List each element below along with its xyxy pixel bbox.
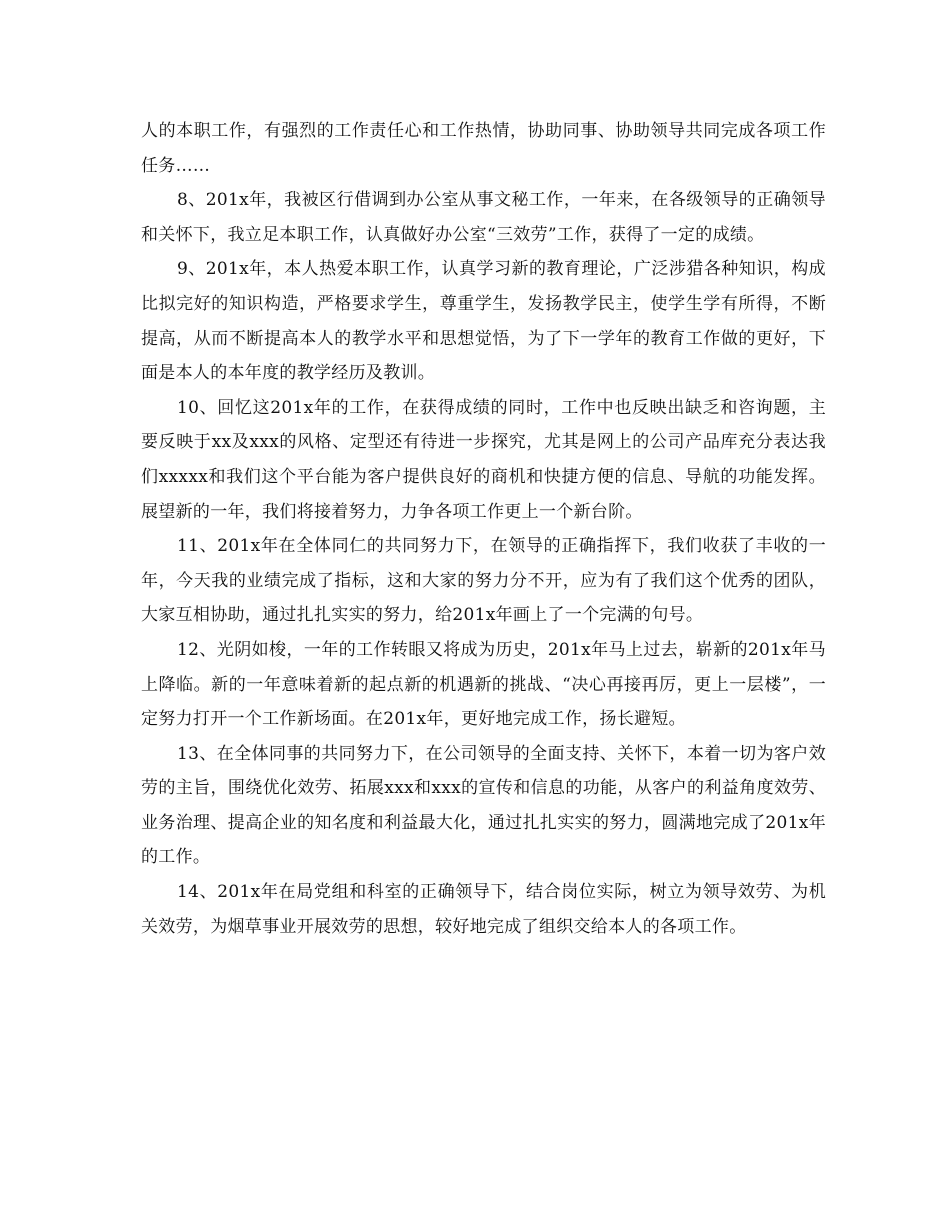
paragraph-item-10: 10、回忆这201x年的工作，在获得成绩的同时，工作中也反映出缺乏和咨询题，主要反映于xx及xxx的风格、定型还有待进一步探究，尤其是网上的公司产品库充分表达我们xxxxx和我们这个平台能为客户提供良好的商机和快捷方便的信息、导航的功能发挥。展望新的一年，我们将接着努力，力争各项工作更上一个新台阶。 — [141, 397, 826, 522]
paragraph-item-8: 8、201x年，我被区行借调到办公室从事文秘工作，一年来，在各级领导的正确领导和关怀下，我立足本职工作，认真做好办公室“三效劳”工作，获得了一定的成绩。 — [141, 190, 826, 245]
paragraph-item-9: 9、201x年，本人热爱本职工作，认真学习新的教育理论，广泛涉猎各种知识，构成比拟完好的知识构造，严格要求学生，尊重学生，发扬教学民主，使学生学有所得，不断提高，从而不断提高本人的教学水平和思想觉悟，为了下一学年的教育工作做的更好，下面是本人的本年度的教学经历及教训。 — [141, 259, 826, 384]
paragraph-item-14: 14、201x年在局党组和科室的正确领导下，结合岗位实际，树立为领导效劳、为机关效劳，为烟草事业开展效劳的思想，较好地完成了组织交给本人的各项工作。 — [141, 882, 826, 937]
paragraph-item-13: 13、在全体同事的共同努力下，在公司领导的全面支持、关怀下，本着一切为客户效劳的主旨，围绕优化效劳、拓展xxx和xxx的宣传和信息的功能，从客户的利益角度效劳、业务治理、提高企业的知名度和利益最大化，通过扎扎实实的努力，圆满地完成了201x年的工作。 — [141, 743, 826, 868]
paragraph-continued: 人的本职工作，有强烈的工作责任心和工作热情，协助同事、协助领导共同完成各项工作任务…… — [141, 121, 826, 176]
paragraph-item-11: 11、201x年在全体同仁的共同努力下，在领导的正确指挥下，我们收获了丰收的一年，今天我的业绩完成了指标，这和大家的努力分不开，应为有了我们这个优秀的团队，大家互相协助，通过扎扎实实的努力，给201x年画上了一个完满的句号。 — [141, 536, 826, 626]
document-body — [141, 114, 826, 944]
paragraph-item-12: 12、光阴如梭，一年的工作转眼又将成为历史，201x年马上过去，崭新的201x年马上降临。新的一年意味着新的起点新的机遇新的挑战、“决心再接再厉，更上一层楼”，一定努力打开一个工作新场面。在201x年，更好地完成工作，扬长避短。 — [141, 639, 826, 730]
